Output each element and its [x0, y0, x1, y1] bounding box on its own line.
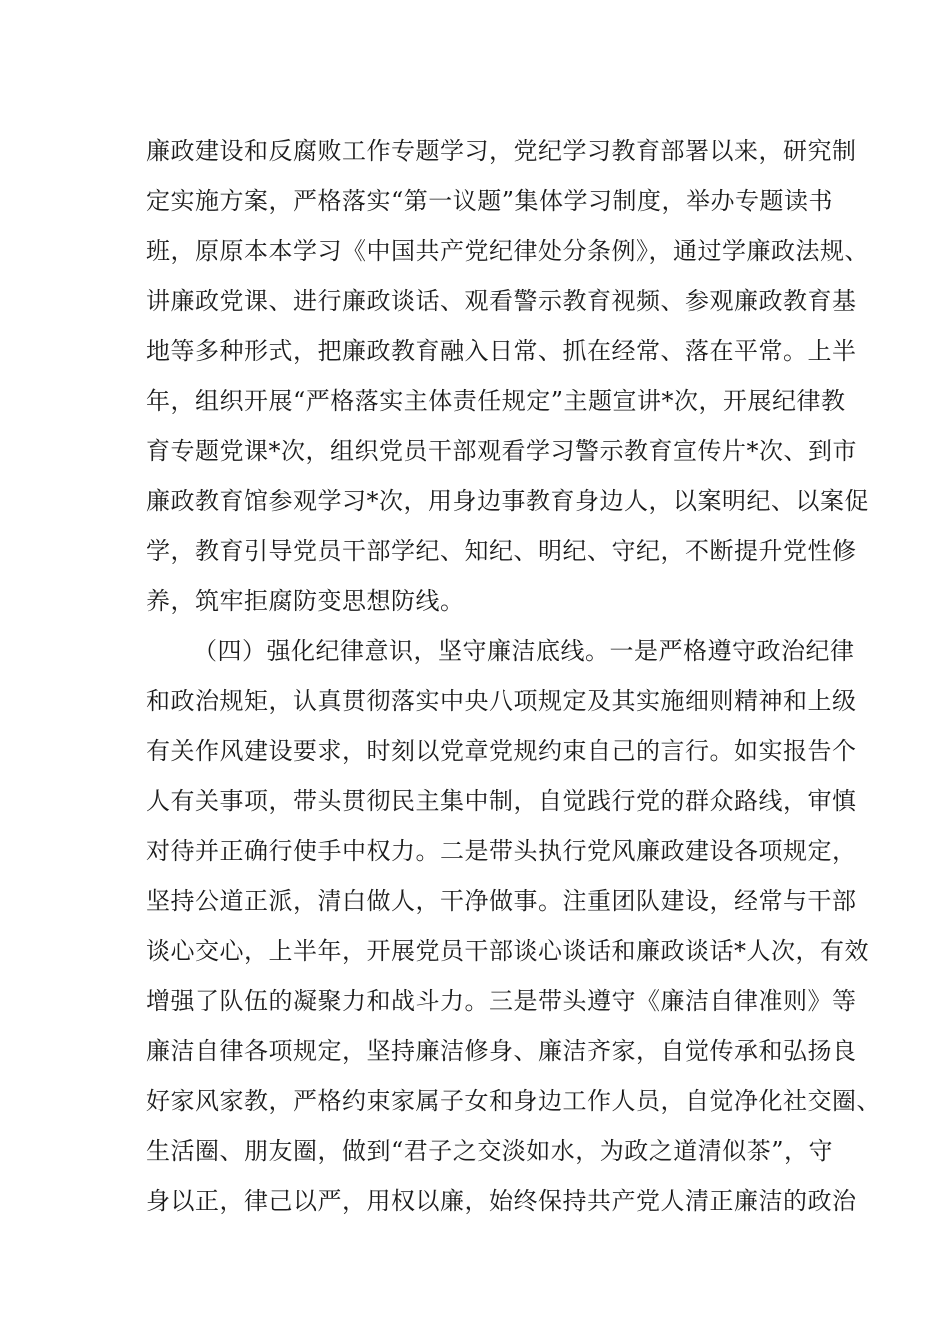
- text-line: 年，组织开展“严格落实主体责任规定”主题宣讲*次，开展纪律教: [146, 387, 846, 415]
- text-line: 廉政教育馆参观学习*次，用身边事教育身边人，以案明纪、以案促: [146, 487, 869, 515]
- text-line: 好家风家教，严格约束家属子女和身边工作人员，自觉净化社交圈、: [146, 1087, 881, 1115]
- text-line: 和政治规矩，认真贯彻落实中央八项规定及其实施细则精神和上级: [146, 687, 857, 715]
- text-line: 人有关事项，带头贯彻民主集中制，自觉践行党的群众路线，审慎: [146, 787, 857, 815]
- text-line: 地等多种形式，把廉政教育融入日常、抓在经常、落在平常。上半: [146, 337, 857, 365]
- text-line: 育专题党课*次，组织党员干部观看学习警示教育宣传片*次、到市: [146, 437, 857, 465]
- text-line: 养，筑牢拒腐防变思想防线。: [146, 587, 465, 615]
- text-line: 坚持公道正派，清白做人，干净做事。注重团队建设，经常与干部: [146, 887, 857, 915]
- text-line: 班，原原本本学习《中国共产党纪律处分条例》，通过学廉政法规、: [146, 237, 869, 265]
- text-line: 增强了队伍的凝聚力和战斗力。三是带头遵守《廉洁自律准则》等: [146, 987, 857, 1015]
- text-line: 谈心交心，上半年，开展党员干部谈心谈话和廉政谈话*人次，有效: [146, 937, 869, 965]
- text-line: 身以正，律己以严，用权以廉，始终保持共产党人清正廉洁的政治: [146, 1187, 857, 1215]
- text-line: 对待并正确行使手中权力。二是带头执行党风廉政建设各项规定，: [146, 837, 857, 865]
- text-line: 廉政建设和反腐败工作专题学习，党纪学习教育部署以来，研究制: [146, 137, 857, 165]
- text-line: 有关作风建设要求，时刻以党章党规约束自己的言行。如实报告个: [146, 737, 857, 765]
- text-line: 廉洁自律各项规定，坚持廉洁修身、廉洁齐家，自觉传承和弘扬良: [146, 1037, 857, 1065]
- text-line: 讲廉政党课、进行廉政谈话、观看警示教育视频、参观廉政教育基: [146, 287, 857, 315]
- text-line: 生活圈、朋友圈，做到“君子之交淡如水，为政之道清似茶”，守: [146, 1137, 834, 1165]
- section-heading-line: （四）强化纪律意识，坚守廉洁底线。一是严格遵守政治纪律: [193, 637, 855, 665]
- text-line: 学，教育引导党员干部学纪、知纪、明纪、守纪，不断提升党性修: [146, 537, 857, 565]
- text-line: 定实施方案，严格落实“第一议题”集体学习制度，举办专题读书: [146, 187, 834, 215]
